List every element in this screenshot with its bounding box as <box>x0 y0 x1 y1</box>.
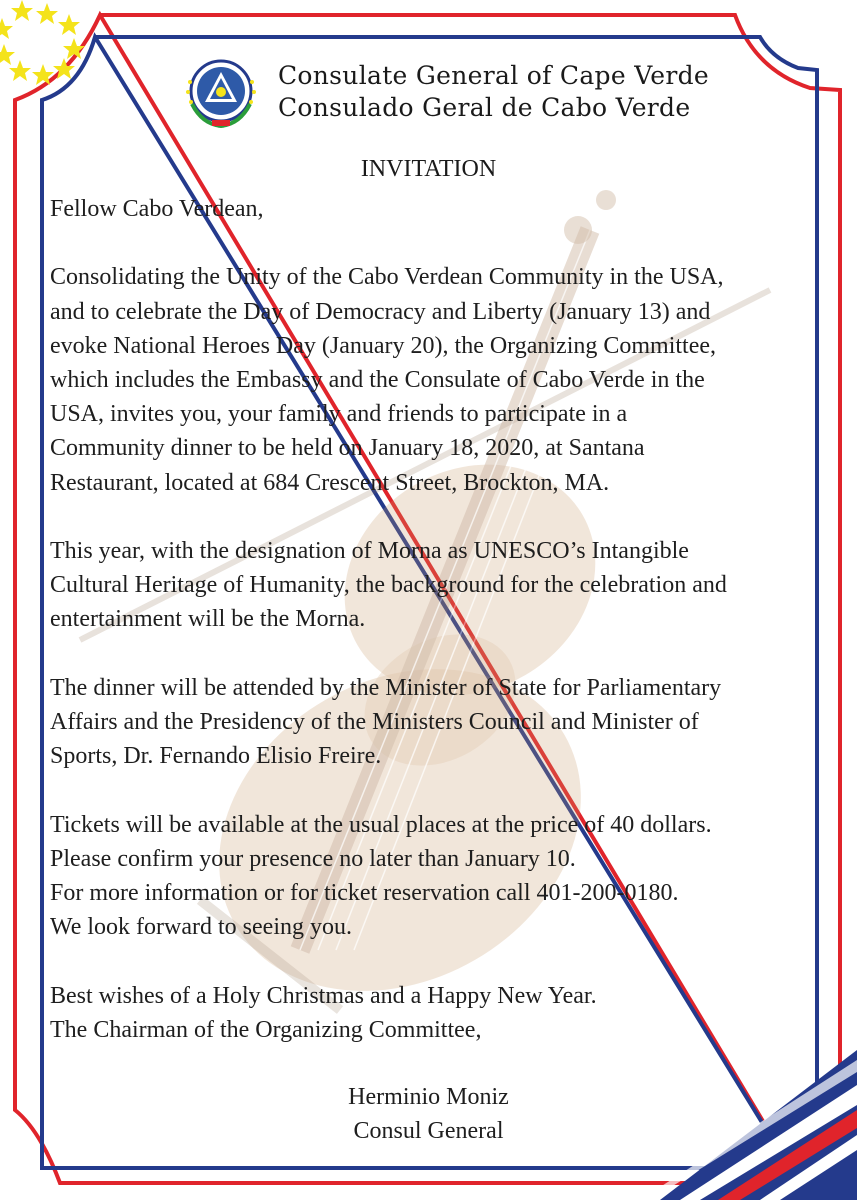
paragraph-line: USA, invites you, your family and friends to participate in a <box>50 401 628 428</box>
paragraph-line: Tickets will be available at the usual places at the price of 40 dollars. <box>50 811 712 838</box>
paragraph-line: Consolidating the Unity of the Cabo Verdean Community in the USA, <box>50 264 724 291</box>
paragraph-line: Affairs and the Presidency of the Ministers Council and Minister of <box>50 709 699 735</box>
star-ring-icon <box>0 0 85 85</box>
paragraph-line: We look forward to seeing you. <box>50 914 352 941</box>
paragraph-morna <box>50 534 820 637</box>
paragraph-line: Cultural Heritage of Humanity, the background for the celebration and <box>50 572 727 599</box>
paragraph-line: Best wishes of a Holy Christmas and a Happy New Year. <box>50 982 597 1009</box>
greeting <box>50 192 820 226</box>
paragraph-line: and to celebrate the Day of Democracy and Liberty (January 13) and <box>50 298 711 325</box>
header-title-portuguese: Consulado Geral de Cabo Verde <box>278 93 691 122</box>
paragraph-tickets <box>50 808 820 945</box>
paragraph-line: Sports, Dr. Fernando Elisio Freire. <box>50 743 382 770</box>
paragraph-line: The dinner will be attended by the Minister of State for Parliamentary <box>50 674 722 701</box>
paragraph-line: Restaurant, located at 684 Crescent Street, Brockton, MA. <box>50 469 610 496</box>
paragraph-line: This year, with the designation of Morna as UNESCO’s Intangible <box>50 538 689 564</box>
paragraph-line: Community dinner to be held on January 18, 2020, at Santana <box>50 435 645 462</box>
signature-title: Consul General <box>353 1118 504 1144</box>
paragraph-event-details <box>50 260 820 499</box>
header-title-english: Consulate General of Cape Verde <box>278 61 709 90</box>
greeting-line: Fellow Cabo Verdean, <box>50 196 264 222</box>
signature-name: Herminio Moniz <box>348 1084 509 1110</box>
signature-block <box>0 1080 857 1148</box>
invitation-body <box>50 192 820 1047</box>
paragraph-line: entertainment will be the Morna. <box>50 606 366 633</box>
paragraph-line: For more information or for ticket reservation call 401-200-0180. <box>50 880 679 906</box>
paragraph-line: Please confirm your presence no later than January 10. <box>50 845 576 872</box>
paragraph-line: which includes the Embassy and the Consulate of Cabo Verde in the <box>50 367 705 393</box>
invitation-heading: INVITATION <box>360 156 497 182</box>
consulate-header <box>278 60 709 124</box>
coat-of-arms-emblem-icon <box>182 52 260 130</box>
paragraph-line: The Chairman of the Organizing Committee, <box>50 1016 482 1043</box>
paragraph-attendees <box>50 671 820 774</box>
paragraph-closing <box>50 979 820 1047</box>
paragraph-line: evoke National Heroes Day (January 20), the Organizing Committee, <box>50 332 717 359</box>
